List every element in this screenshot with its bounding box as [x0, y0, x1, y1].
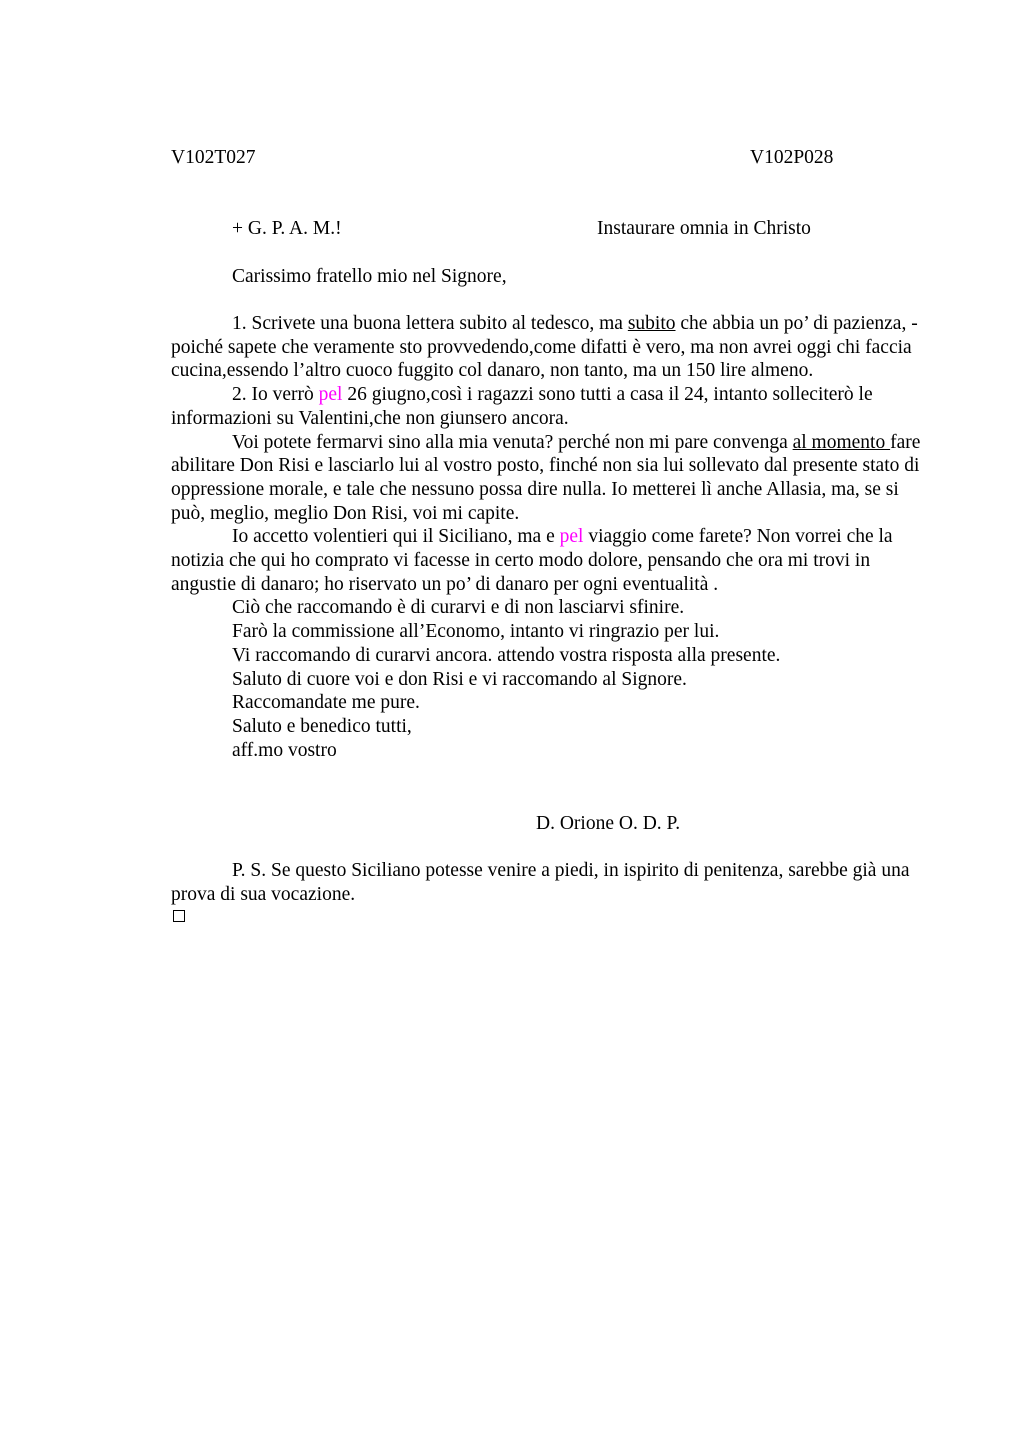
letter-line: Farò la commissione all’Economo, intanto vi ringrazio per lui.: [232, 621, 720, 643]
signature: D. Orione O. D. P.: [536, 813, 681, 834]
paragraph-1-text-a: 1. Scrivete una buona lettera subito al tedesco, ma: [232, 313, 628, 334]
salutation: Carissimo fratello mio nel Signore,: [232, 266, 507, 287]
letter-line: Raccomandate me pure.: [232, 692, 420, 714]
postscript: P. S. Se questo Siciliano potesse venire a piedi, in ispirito di penitenza, sarebbe già una prova di sua vocazione.: [171, 860, 910, 905]
letter-closing: aff.mo vostro: [232, 739, 337, 761]
paragraph-3: [171, 431, 931, 526]
letter-line: Ciò che raccomando è di curarvi e di non lasciarvi sfinire.: [232, 597, 685, 619]
letter-body: [171, 312, 931, 762]
postscript-block: [171, 859, 931, 906]
paragraph-4-text-b: viaggio come farete? Non vorrei che la notizia che qui ho comprato vi facesse in certo modo dolore, pensando che ora mi trovi in angustie di danaro; ho riservato un po’ di danaro per ogni eventualità .: [171, 526, 893, 595]
document-code-right: V102P028: [750, 147, 834, 168]
paragraph-4: [171, 525, 931, 596]
paragraph-2: [171, 383, 931, 430]
paragraph-4-text-a: Io accetto volentieri qui il Siciliano, ma e: [232, 526, 560, 548]
document-code-left: V102T027: [171, 147, 256, 168]
end-marker-square-icon: [173, 910, 185, 922]
paragraph-3-text-a: Voi potete fermarvi sino alla mia venuta? perché non mi pare convenga: [232, 431, 793, 453]
letter-line: Saluto e benedico tutti,: [232, 715, 412, 737]
highlighted-pel: pel: [559, 526, 584, 548]
highlighted-pel: pel: [318, 384, 343, 406]
paragraph-3-text-b: fare abilitare Don Risi e lasciarlo lui al vostro posto, finché non sia lui sollevato dal presente stato di oppressione morale, e tale che nessuno possa dire nulla. Io metterei lì anche Allasia, ma, se si può, meglio, meglio Don Risi, voi mi capite.: [171, 431, 921, 524]
motto: Instaurare omnia in Christo: [597, 218, 811, 239]
letter-line: Vi raccomando di curarvi ancora. attendo vostra risposta alla presente.: [232, 644, 781, 666]
letter-line: Saluto di cuore voi e don Risi e vi raccomando al Signore.: [232, 668, 687, 690]
paragraph-2-text-a: 2. Io verrò: [232, 384, 319, 406]
invocation: + G. P. A. M.!: [232, 218, 342, 239]
paragraph-1: [171, 312, 931, 383]
underlined-subito: subito: [627, 313, 676, 334]
paragraph-2-text-b: 26 giugno,così i ragazzi sono tutti a casa il 24, intanto solleciterò le informazioni su Valentini,che non giunsero ancora.: [171, 384, 873, 429]
paragraph-1-text-b: che abbia un po’ di pazienza, - poiché sapete che veramente sto provvedendo,come difatti è vero, ma non avrei oggi chi faccia cucina,essendo l’altro cuoco fuggito col danaro, non tanto, ma un 150 lire almeno.: [171, 313, 918, 382]
underlined-al-momento: al momento: [792, 431, 891, 453]
